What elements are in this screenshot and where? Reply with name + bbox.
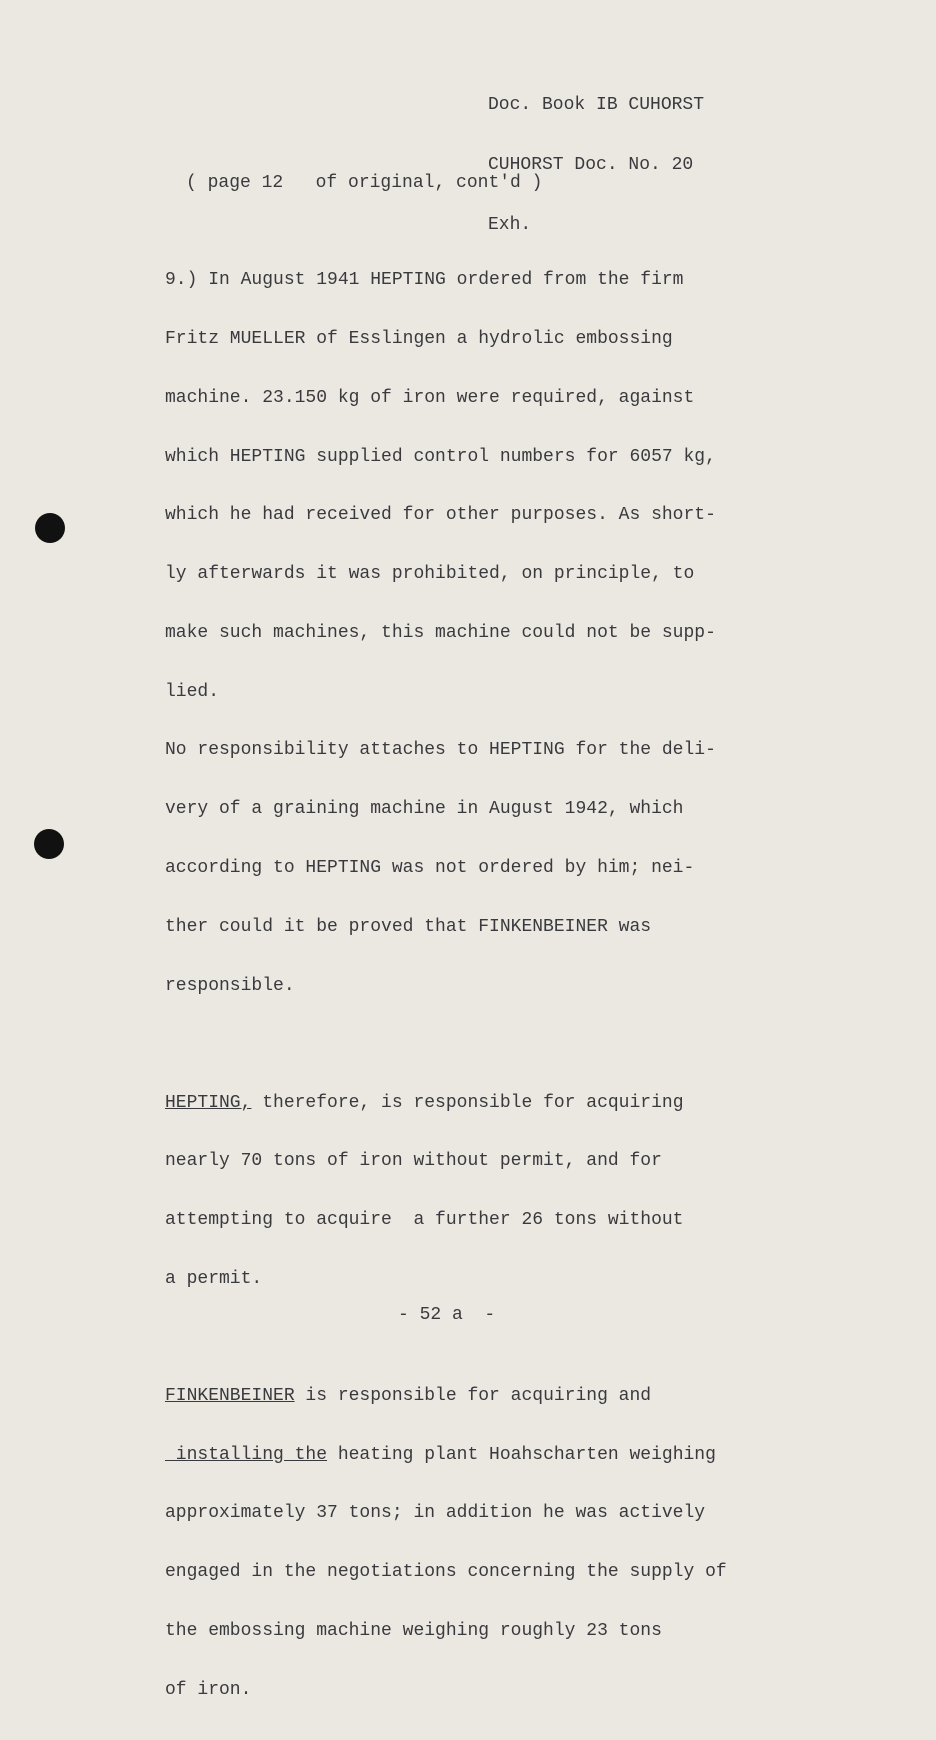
text-line: according to HEPTING was not ordered by him; nei- <box>165 858 695 878</box>
text-segment: heating plant Hoahscharten weighing <box>327 1444 716 1465</box>
text-line <box>165 1387 785 1407</box>
paragraph-hepting <box>165 1054 785 1328</box>
text-line: ly afterwards it was prohibited, on principle, to <box>165 564 695 585</box>
punch-hole-bottom <box>34 829 64 859</box>
text-line: the embossing machine weighing roughly 23 tons <box>165 1620 662 1641</box>
document-body <box>165 232 785 1740</box>
text-line: make such machines, this machine could not be supp- <box>165 622 716 643</box>
text-line: approximately 37 tons; in addition he was actively <box>165 1503 706 1524</box>
text-line: which he had received for other purposes. As short- <box>165 505 716 526</box>
page-reference: ( page 12 of original, cont'd ) <box>186 173 543 193</box>
text-line: very of a graining machine in August 1942, which <box>165 799 684 820</box>
text-line: of iron. <box>165 1679 252 1700</box>
text-line: nearly 70 tons of iron without permit, and for <box>165 1151 662 1172</box>
paragraph-9 <box>165 232 785 1035</box>
text-line: machine. 23.150 kg of iron were required, against <box>165 387 695 408</box>
text-line: which HEPTING supplied control numbers for 6057 kg, <box>165 446 716 467</box>
text-line: 9.) In August 1941 HEPTING ordered from the firm <box>165 270 684 291</box>
text-line: engaged in the negotiations concerning the supply of <box>165 1562 727 1583</box>
underlined-name: FINKENBEINER <box>165 1385 295 1406</box>
header-line-2: CUHORST Doc. No. 20 <box>488 155 694 175</box>
text-segment: therefore, is responsible for acquiring <box>251 1092 684 1113</box>
underlined-name: HEPTING, <box>165 1092 252 1113</box>
text-line <box>165 1446 785 1466</box>
header-line-1: Doc. Book IB CUHORST <box>488 95 705 115</box>
text-line: responsible. <box>165 975 295 996</box>
paragraph-finkenbeiner <box>165 1348 785 1740</box>
text-line: No responsibility attaches to HEPTING for the deli- <box>165 740 716 761</box>
punch-hole-top <box>35 513 65 543</box>
underlined-segment: installing the <box>165 1444 328 1465</box>
text-line: lied. <box>165 681 220 702</box>
page-number: - 52 a - <box>398 1305 496 1325</box>
text-line: attempting to acquire a further 26 tons without <box>165 1210 684 1231</box>
text-line: Fritz MUELLER of Esslingen a hydrolic embossing <box>165 328 673 349</box>
text-line: ther could it be proved that FINKENBEINER was <box>165 916 652 937</box>
text-line: a permit. <box>165 1268 263 1289</box>
header-line-3: Exh. <box>488 215 532 235</box>
text-segment: is responsible for acquiring and <box>294 1385 652 1406</box>
text-line <box>165 1094 785 1114</box>
